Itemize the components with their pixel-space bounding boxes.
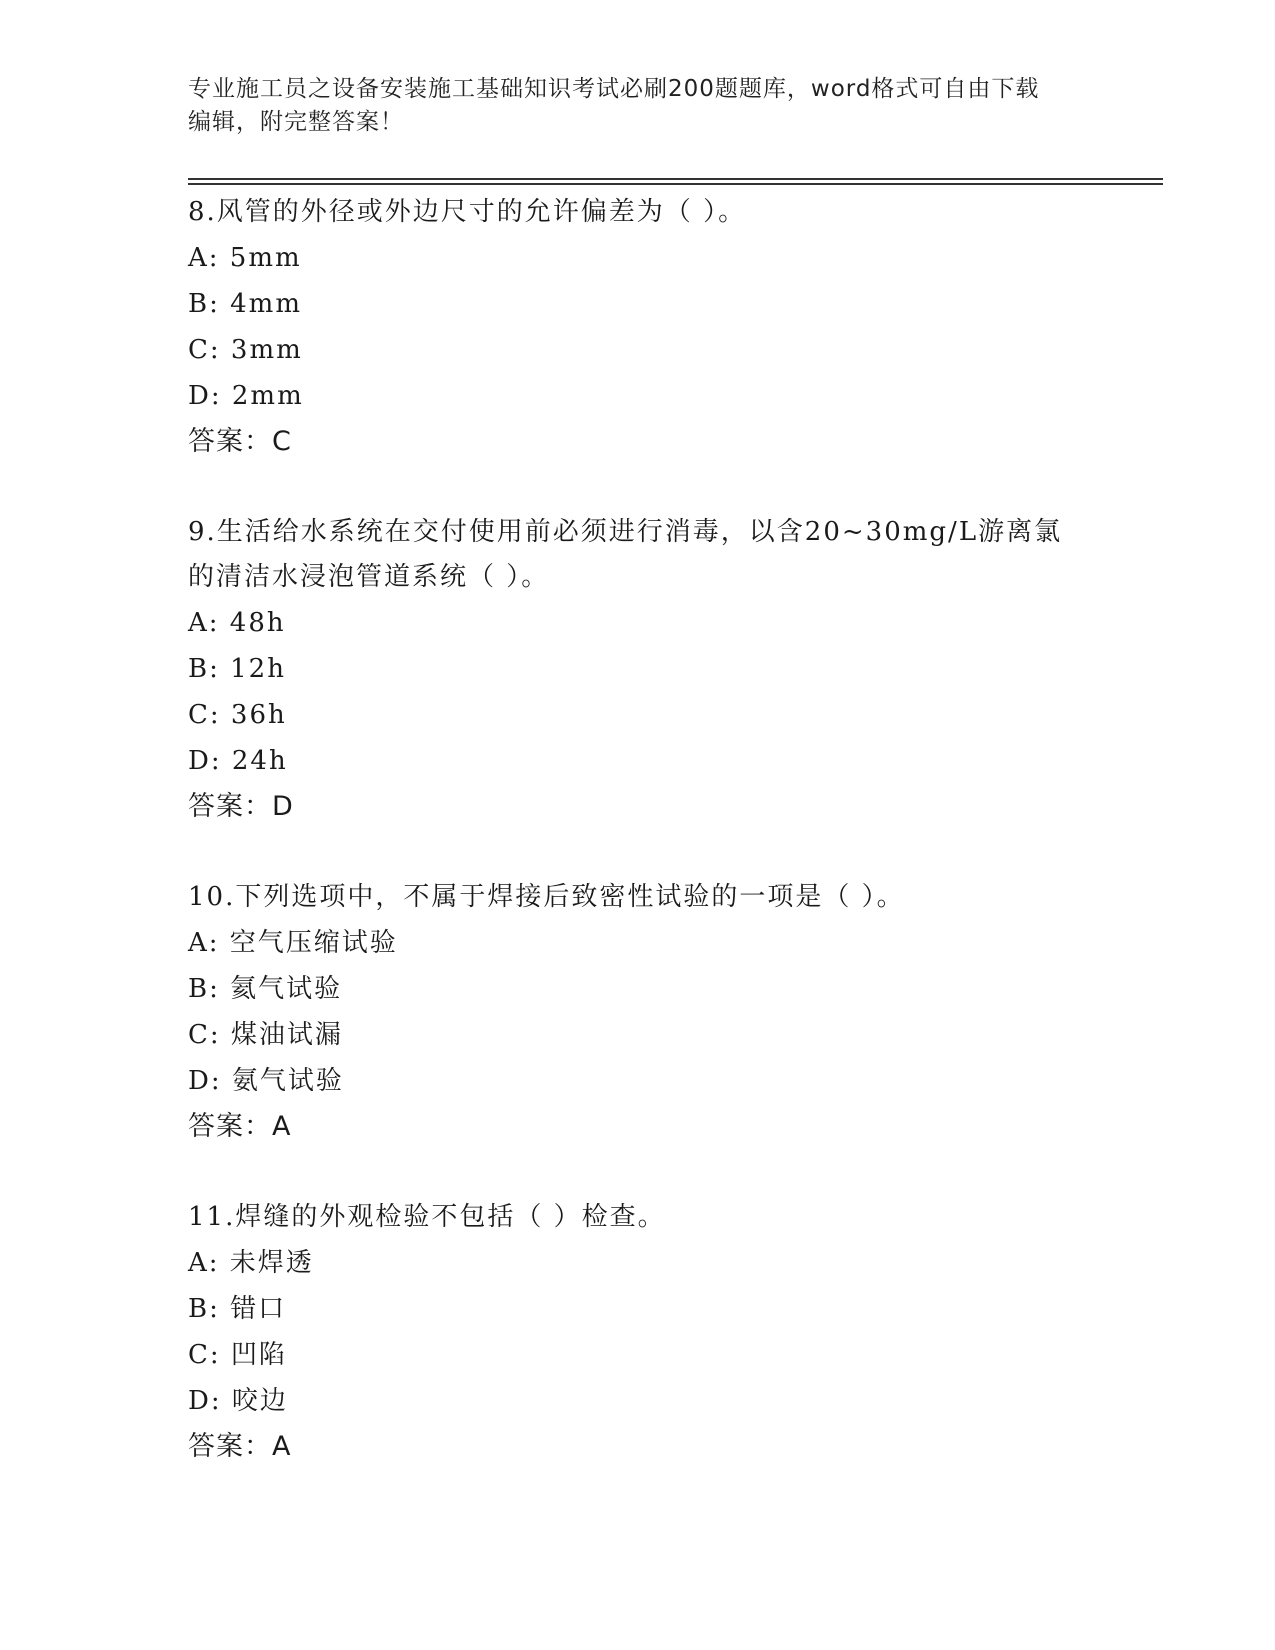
option-a: A: 未焊透 — [188, 1248, 314, 1278]
question-stem: 10.下列选项中，不属于焊接后致密性试验的一项是（ ）。 — [188, 882, 905, 912]
option-b: B: 4mm — [188, 289, 302, 319]
question-9 — [188, 510, 1088, 830]
header-line-2: 编辑，附完整答案！ — [188, 109, 404, 135]
question-stem: 8.风管的外径或外边尺寸的允许偏差为（ ）。 — [188, 197, 747, 227]
option-d: D: 2mm — [188, 381, 304, 411]
option-c: C: 煤油试漏 — [188, 1020, 343, 1050]
option-a: A: 5mm — [188, 243, 302, 273]
question-stem-continued: 的清洁水浸泡管道系统（ ）。 — [188, 562, 550, 592]
header-divider-bottom — [188, 183, 1163, 185]
header-divider-top — [188, 178, 1163, 180]
header-line-1: 专业施工员之设备安装施工基础知识考试必刷200题题库，word格式可自由下载 — [188, 76, 1040, 102]
option-b: B: 12h — [188, 654, 286, 684]
document-header — [188, 73, 1088, 139]
question-11 — [188, 1195, 1088, 1470]
answer-label: 答案：D — [188, 791, 294, 822]
question-stem: 9.生活给水系统在交付使用前必须进行消毒，以含20~30mg/L游离氯 — [188, 517, 1063, 547]
option-d: D: 24h — [188, 746, 288, 776]
question-10 — [188, 875, 1088, 1150]
option-c: C: 凹陷 — [188, 1340, 287, 1370]
question-stem: 11.焊缝的外观检验不包括（ ）检查。 — [188, 1202, 666, 1232]
answer-label: 答案：A — [188, 1111, 292, 1142]
option-d: D: 咬边 — [188, 1386, 288, 1416]
option-b: B: 错口 — [188, 1294, 287, 1324]
option-a: A: 空气压缩试验 — [188, 928, 398, 958]
option-b: B: 氦气试验 — [188, 974, 343, 1004]
option-c: C: 36h — [188, 700, 287, 730]
option-a: A: 48h — [188, 608, 286, 638]
answer-label: 答案：C — [188, 426, 292, 457]
question-8 — [188, 190, 1088, 465]
option-d: D: 氨气试验 — [188, 1066, 344, 1096]
answer-label: 答案：A — [188, 1431, 292, 1462]
option-c: C: 3mm — [188, 335, 303, 365]
